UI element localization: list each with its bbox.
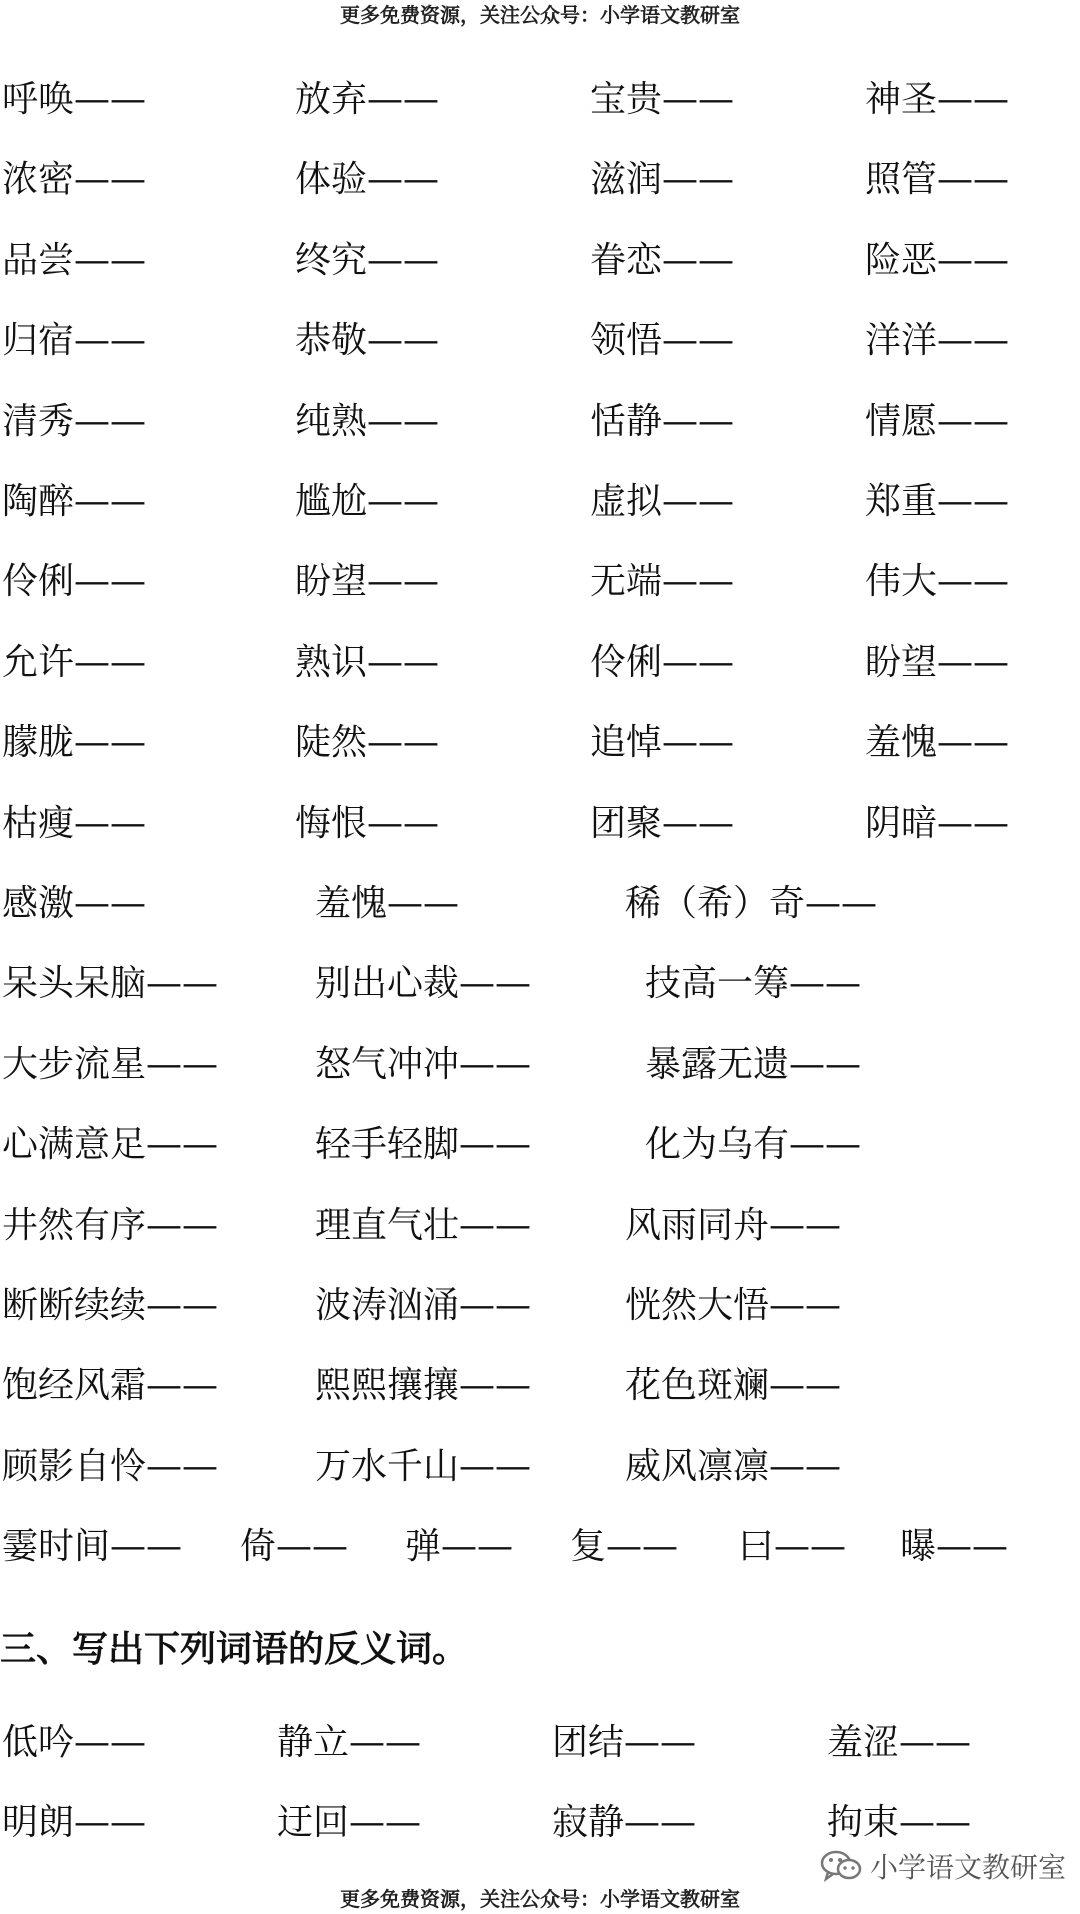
word-item: 万水千山—— — [315, 1445, 532, 1487]
word-item: 羞涩—— — [827, 1722, 972, 1763]
word-item: 恭敬—— — [295, 320, 440, 362]
word-item: 风雨同舟—— — [625, 1204, 842, 1246]
synonym-row — [0, 233, 1080, 289]
word-item: 陶醉—— — [2, 481, 147, 522]
synonym-row — [0, 554, 1080, 610]
word-item: 纯熟—— — [295, 400, 440, 442]
synonym-row — [0, 152, 1080, 208]
word-item: 放弃—— — [295, 79, 440, 120]
word-item: 阴暗—— — [865, 802, 1010, 844]
word-item: 虚拟—— — [590, 481, 735, 522]
word-item: 理直气壮—— — [315, 1204, 532, 1246]
synonym-row — [0, 1117, 1080, 1173]
word-item: 浓密—— — [2, 159, 147, 201]
word-item: 团结—— — [552, 1722, 697, 1763]
word-item: 曰—— — [738, 1526, 847, 1568]
synonym-row — [0, 1358, 1080, 1414]
word-item: 羞愧—— — [315, 883, 460, 924]
word-item: 滋润—— — [590, 159, 735, 201]
word-item: 无端—— — [590, 561, 735, 603]
word-item: 暴露无遗—— — [645, 1043, 862, 1085]
word-item: 险恶—— — [865, 239, 1010, 281]
synonym-row — [0, 715, 1080, 771]
word-item: 花色斑斓—— — [625, 1365, 842, 1407]
word-item: 领悟—— — [590, 320, 735, 362]
synonym-row — [0, 474, 1080, 530]
word-item: 复—— — [570, 1526, 679, 1568]
watermark-text: 小学语文教研室 — [869, 1851, 1066, 1884]
word-item: 追悼—— — [590, 722, 735, 764]
synonym-row — [0, 1198, 1080, 1254]
word-item: 洋洋—— — [865, 320, 1010, 362]
word-item: 恬静—— — [590, 400, 735, 442]
synonym-row — [0, 1037, 1080, 1093]
word-item: 技高一筹—— — [645, 963, 862, 1005]
word-item: 别出心裁—— — [315, 963, 532, 1005]
word-item: 照管—— — [865, 159, 1010, 201]
word-item: 枯瘦—— — [2, 802, 147, 844]
word-item: 终究—— — [295, 239, 440, 281]
section-title: 三、写出下列词语的反义词。 — [0, 1629, 469, 1670]
word-item: 呼唤—— — [2, 79, 147, 120]
wechat-icon — [820, 1849, 862, 1883]
word-item: 宝贵—— — [590, 79, 735, 120]
synonym-row — [0, 635, 1080, 691]
word-item: 郑重—— — [865, 481, 1010, 522]
synonym-row — [0, 1519, 1080, 1575]
word-item: 迂回—— — [277, 1802, 422, 1843]
word-item: 波涛汹涌—— — [315, 1285, 532, 1326]
word-item: 曝—— — [900, 1526, 1009, 1568]
word-item: 化为乌有—— — [645, 1124, 862, 1166]
word-item: 熟识—— — [295, 641, 440, 683]
antonym-row — [0, 1715, 1080, 1771]
word-item: 稀（希）奇—— — [625, 883, 878, 924]
word-item: 尴尬—— — [295, 481, 440, 522]
word-item: 顾影自怜—— — [2, 1445, 219, 1487]
word-item: 明朗—— — [2, 1802, 147, 1843]
word-item: 神圣—— — [865, 79, 1010, 120]
word-item: 眷恋—— — [590, 239, 735, 281]
word-item: 大步流星—— — [2, 1043, 219, 1085]
word-item: 怒气冲冲—— — [315, 1043, 532, 1085]
word-item: 轻手轻脚—— — [315, 1124, 532, 1166]
word-item: 弹—— — [405, 1526, 514, 1568]
word-item: 倚—— — [240, 1526, 349, 1568]
synonym-row — [0, 876, 1080, 932]
word-item: 恍然大悟—— — [625, 1285, 842, 1326]
synonym-row — [0, 394, 1080, 450]
antonym-row — [0, 1795, 1080, 1851]
word-item: 低吟—— — [2, 1722, 147, 1763]
word-item: 伶俐—— — [590, 641, 735, 683]
word-item: 朦胧—— — [2, 722, 147, 764]
word-item: 感激—— — [2, 883, 147, 924]
word-item: 静立—— — [277, 1722, 422, 1763]
page-header: 更多免费资源，关注公众号：小学语文教研室 — [340, 3, 740, 27]
word-item: 断断续续—— — [2, 1285, 219, 1326]
word-item: 伟大—— — [865, 561, 1010, 603]
word-item: 伶俐—— — [2, 561, 147, 603]
word-item: 陡然—— — [295, 722, 440, 764]
synonym-row — [0, 1278, 1080, 1334]
synonym-row — [0, 796, 1080, 852]
synonym-row — [0, 1439, 1080, 1495]
word-item: 悔恨—— — [295, 802, 440, 844]
word-item: 霎时间—— — [2, 1526, 183, 1568]
word-item: 盼望—— — [295, 561, 440, 603]
synonym-row — [0, 313, 1080, 369]
word-item: 熙熙攘攘—— — [315, 1365, 532, 1407]
word-item: 情愿—— — [865, 400, 1010, 442]
word-item: 品尝—— — [2, 239, 147, 281]
word-item: 归宿—— — [2, 320, 147, 362]
watermark — [820, 1846, 1066, 1886]
synonym-row — [0, 72, 1080, 128]
word-item: 羞愧—— — [865, 722, 1010, 764]
page-footer: 更多免费资源，关注公众号：小学语文教研室 — [340, 1887, 740, 1911]
word-item: 心满意足—— — [2, 1124, 219, 1166]
word-item: 团聚—— — [590, 802, 735, 844]
word-item: 寂静—— — [552, 1802, 697, 1843]
word-item: 允许—— — [2, 641, 147, 683]
word-item: 饱经风霜—— — [2, 1365, 219, 1407]
word-item: 体验—— — [295, 159, 440, 201]
word-item: 井然有序—— — [2, 1204, 219, 1246]
word-item: 呆头呆脑—— — [2, 963, 219, 1005]
word-item: 拘束—— — [827, 1802, 972, 1843]
synonym-row — [0, 956, 1080, 1012]
word-item: 盼望—— — [865, 641, 1010, 683]
word-item: 威风凛凛—— — [625, 1445, 842, 1487]
word-item: 清秀—— — [2, 400, 147, 442]
